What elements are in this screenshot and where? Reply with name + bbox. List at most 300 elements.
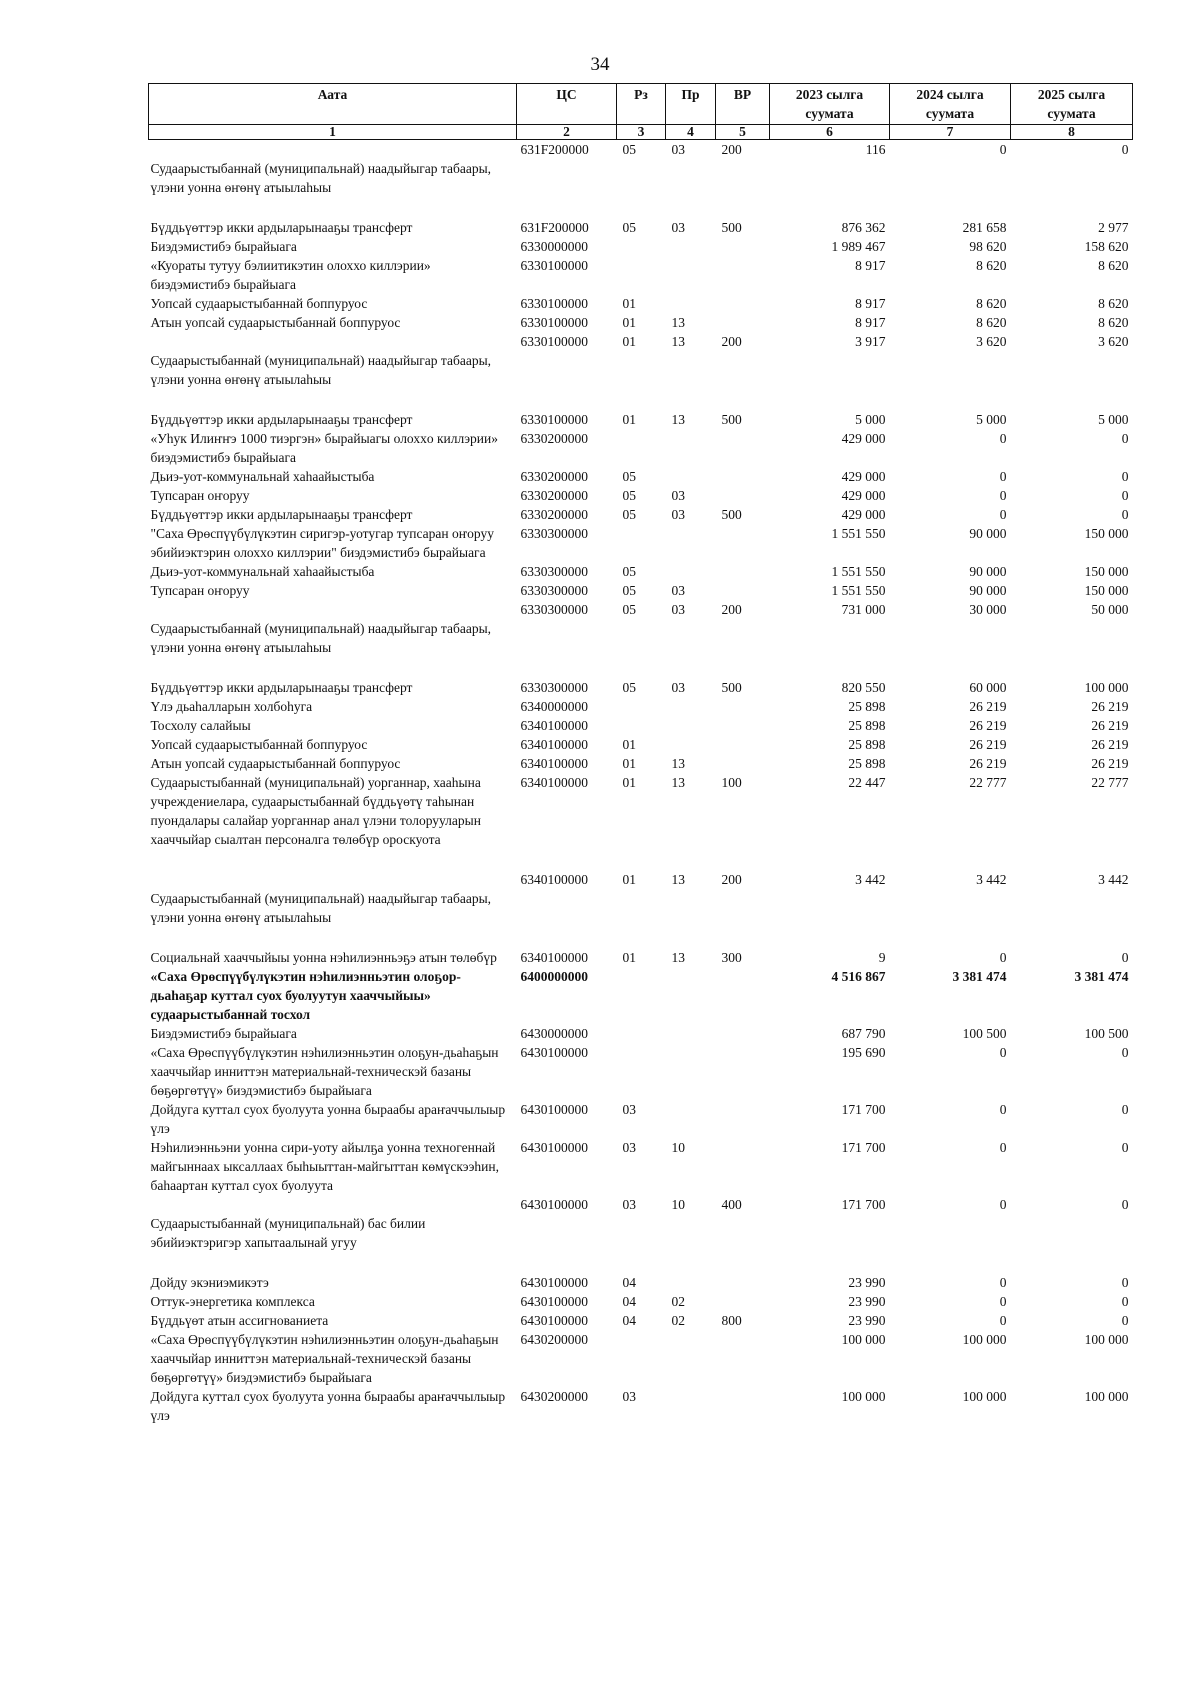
row-pr: 13 (671, 315, 685, 330)
row-value-2024: 90 000 (969, 583, 1007, 598)
table-row (149, 735, 1133, 754)
row-vr (716, 237, 770, 256)
row-name: Дойдуга куттал суох буолуута уонна быраабы араҥаччылыыр үлэ (150, 1102, 506, 1136)
row-value-2025: 100 000 (1084, 1332, 1129, 1347)
row-cs-code: 6330300000 (520, 583, 588, 598)
row-value-2024: 26 219 (969, 756, 1007, 771)
row-cs-code: 6400000000 (520, 969, 588, 984)
col-header-vr: ВР (716, 84, 770, 125)
row-pr: 10 (671, 1197, 685, 1212)
row-value-2024: 0 (999, 1294, 1007, 1309)
row-value-2025: 22 777 (1091, 775, 1129, 790)
row-name: Бүддьүөттэр икки ардыларынааҕы трансферт (150, 507, 413, 522)
row-value-2024: 0 (999, 1140, 1007, 1155)
row-vr: 300 (721, 950, 742, 965)
row-pr: 03 (671, 680, 685, 695)
row-pr: 03 (671, 220, 685, 235)
row-name: Дьиэ-уот-коммунальнай хаhаайыстыба (150, 469, 375, 484)
row-cs-code: 6430100000 (520, 1102, 588, 1117)
row-name: «Куораты тутуу бэлиитикэтин олоххо киллэрии» биэдэмистибэ бырайыага (150, 258, 431, 292)
row-rz: 01 (622, 334, 636, 349)
row-name: Үлэ дьаhалларын холбоhуга (150, 699, 313, 714)
table-row (149, 486, 1133, 505)
row-cs-code: 6330300000 (520, 526, 588, 541)
row-pr (666, 429, 716, 467)
row-rz: 01 (622, 756, 636, 771)
table-row (149, 1024, 1133, 1043)
col-number-4: 4 (666, 125, 716, 140)
row-value-2025: 158 620 (1084, 239, 1129, 254)
row-name: Оттук-энергетика комплекса (150, 1294, 315, 1309)
row-value-2023: 23 990 (848, 1275, 886, 1290)
table-row (149, 467, 1133, 486)
row-value-2023: 4 516 867 (831, 969, 886, 984)
row-rz: 05 (622, 602, 636, 617)
row-cs-code: 6430100000 (520, 1275, 588, 1290)
table-row (149, 1311, 1133, 1330)
row-cs-code: 6430200000 (520, 1389, 588, 1404)
row-value-2024: 100 000 (962, 1389, 1007, 1404)
row-name: Атын уопсай судаарыстыбаннай боппуруос (150, 756, 401, 771)
row-value-2023: 8 917 (855, 315, 886, 330)
row-value-2023: 429 000 (841, 488, 886, 503)
row-vr: 500 (721, 507, 742, 522)
row-value-2025: 0 (1121, 1275, 1129, 1290)
col-number-8: 8 (1011, 125, 1133, 140)
table-row (149, 256, 1133, 294)
row-vr (716, 1100, 770, 1138)
col-header-rz: Рз (617, 84, 666, 125)
row-vr: 200 (721, 872, 742, 887)
row-rz (617, 697, 666, 716)
row-pr: 13 (671, 775, 685, 790)
row-vr: 100 (721, 775, 742, 790)
row-pr (666, 256, 716, 294)
row-rz (617, 1024, 666, 1043)
row-rz (617, 429, 666, 467)
row-pr: 13 (671, 756, 685, 771)
row-cs-code: 6340100000 (520, 950, 588, 965)
row-pr (666, 562, 716, 581)
row-value-2024: 281 658 (962, 220, 1007, 235)
row-cs-code: 6330000000 (520, 239, 588, 254)
row-value-2024: 22 777 (969, 775, 1007, 790)
row-vr (716, 1292, 770, 1311)
row-rz: 05 (622, 564, 636, 579)
row-rz (617, 524, 666, 562)
row-value-2025: 0 (1121, 431, 1129, 446)
row-vr: 200 (721, 334, 742, 349)
row-vr: 200 (721, 602, 742, 617)
table-row (149, 967, 1133, 1024)
row-rz (617, 1330, 666, 1387)
row-pr: 13 (671, 872, 685, 887)
row-vr (716, 524, 770, 562)
page-number: 34 (590, 54, 610, 75)
col-header-2023: 2023 сылга суумата (770, 84, 890, 125)
row-vr (716, 697, 770, 716)
row-value-2024: 5 000 (976, 412, 1007, 427)
table-row (149, 773, 1133, 870)
row-name: Уопсай судаарыстыбаннай боппуруос (150, 737, 368, 752)
row-value-2024: 0 (999, 1102, 1007, 1117)
row-name: Уопсай судаарыстыбаннай боппуруос (150, 296, 368, 311)
row-pr (666, 697, 716, 716)
row-value-2025: 0 (1121, 142, 1129, 157)
table-row (149, 313, 1133, 332)
row-value-2024: 0 (999, 950, 1007, 965)
row-value-2024: 98 620 (969, 239, 1007, 254)
row-value-2025: 3 442 (1098, 872, 1129, 887)
table-row (149, 1387, 1133, 1425)
row-pr: 10 (671, 1140, 685, 1155)
row-name: Судаарыстыбаннай (муниципальнай) уорганнар, хааhына учреждениелара, судаарыстыбаннай бүддьүөтү таhынан пуондалары салайар уорганнар анал үлэни толорууларын хааччыйар сыалтан персоналга төлөбүр ороскуота (150, 775, 481, 847)
row-pr: 03 (671, 142, 685, 157)
row-cs-code: 6330100000 (520, 334, 588, 349)
row-value-2024: 26 219 (969, 699, 1007, 714)
row-value-2024: 0 (999, 469, 1007, 484)
row-name: Судаарыстыбаннай (муниципальнай) наадыйыгар табаары, үлэни уонна өҥөнү атыылаhыы (150, 353, 492, 387)
row-value-2024: 26 219 (969, 737, 1007, 752)
row-value-2023: 195 690 (841, 1045, 886, 1060)
row-vr (716, 581, 770, 600)
row-value-2024: 0 (999, 507, 1007, 522)
row-vr (716, 716, 770, 735)
row-value-2025: 0 (1121, 1045, 1129, 1060)
row-name: «Саха Өрөспүүбүлүкэтин нэhилиэнньэтин олоҕун-дьаhаҕын хааччыйар инниттэн материальнай-техническэй базаны бөҕөргөтүү» биэдэмистибэ бырайыага (150, 1045, 499, 1098)
row-vr (716, 1273, 770, 1292)
row-vr (716, 256, 770, 294)
row-pr: 03 (671, 602, 685, 617)
row-value-2025: 0 (1121, 1313, 1129, 1328)
row-name: Судаарыстыбаннай (муниципальнай) наадыйыгар табаары, үлэни уонна өҥөнү атыылаhыы (150, 621, 492, 655)
row-value-2025: 3 381 474 (1074, 969, 1129, 984)
row-rz: 03 (622, 1140, 636, 1155)
row-name: Судаарыстыбаннай (муниципальнай) наадыйыгар табаары, үлэни уонна өҥөнү атыылаhыы (150, 161, 492, 195)
col-number-7: 7 (890, 125, 1011, 140)
row-value-2023: 1 551 550 (831, 526, 886, 541)
row-value-2025: 0 (1121, 950, 1129, 965)
row-pr: 13 (671, 412, 685, 427)
row-rz (617, 237, 666, 256)
table-row (149, 332, 1133, 410)
table-row (149, 218, 1133, 237)
row-value-2023: 1 989 467 (831, 239, 886, 254)
row-rz: 05 (622, 220, 636, 235)
row-vr (716, 967, 770, 1024)
row-value-2024: 0 (999, 1313, 1007, 1328)
row-pr (666, 1024, 716, 1043)
row-vr (716, 467, 770, 486)
row-rz: 05 (622, 488, 636, 503)
table-row (149, 294, 1133, 313)
row-pr (666, 524, 716, 562)
row-cs-code: 6330300000 (520, 680, 588, 695)
row-value-2024: 100 500 (962, 1026, 1007, 1041)
row-value-2023: 171 700 (841, 1140, 886, 1155)
row-value-2025: 0 (1121, 1294, 1129, 1309)
row-cs-code: 6330200000 (520, 507, 588, 522)
row-rz: 03 (622, 1102, 636, 1117)
table-row (149, 1138, 1133, 1195)
row-value-2025: 150 000 (1084, 526, 1129, 541)
col-header-2024: 2024 сылга суумата (890, 84, 1011, 125)
row-value-2025: 0 (1121, 1140, 1129, 1155)
row-value-2023: 820 550 (841, 680, 886, 695)
col-header-cs: ЦС (517, 84, 617, 125)
table-row (149, 754, 1133, 773)
row-value-2025: 26 219 (1091, 699, 1129, 714)
row-name: Тосхолу салайыы (150, 718, 251, 733)
row-pr (666, 1387, 716, 1425)
row-cs-code: 6430000000 (520, 1026, 588, 1041)
table-row (149, 581, 1133, 600)
row-name: Тупсаран оҥоруу (150, 583, 250, 598)
row-vr (716, 429, 770, 467)
row-cs-code: 6330300000 (520, 564, 588, 579)
table-row (149, 716, 1133, 735)
row-value-2023: 429 000 (841, 469, 886, 484)
row-value-2024: 90 000 (969, 526, 1007, 541)
row-vr (716, 1330, 770, 1387)
row-value-2025: 26 219 (1091, 756, 1129, 771)
row-value-2024: 0 (999, 488, 1007, 503)
row-rz: 04 (622, 1313, 636, 1328)
row-rz: 04 (622, 1275, 636, 1290)
row-name: «Саха Өрөспүүбүлүкэтин нэhилиэнньэтин олоҕун-дьаhаҕын хааччыйар инниттэн материальнай-техническэй базаны бөҕөргөтүү» биэдэмистибэ бырайыага (150, 1332, 499, 1385)
table-row (149, 410, 1133, 429)
row-value-2025: 2 977 (1098, 220, 1129, 235)
table-row (149, 237, 1133, 256)
row-name: «Уhук Илиҥҥэ 1000 тиэргэн» бырайыагы олохxo киллэрии» биэдэмистибэ бырайыага (150, 431, 498, 465)
table-row (149, 505, 1133, 524)
row-value-2024: 26 219 (969, 718, 1007, 733)
row-cs-code: 6340100000 (520, 737, 588, 752)
row-pr (666, 967, 716, 1024)
row-name: «Саха Өрөспүүбүлүкэтин нэhилиэнньэтин олоҕор-дьаhаҕар куттал суох буолуутун хааччыйыы» судаарыстыбаннай тосхол (150, 969, 461, 1022)
table-row (149, 1273, 1133, 1292)
row-value-2024: 8 620 (976, 315, 1007, 330)
row-name: Судаарыстыбаннай (муниципальнай) наадыйыгар табаары, үлэни уонна өҥөнү атыылаhыы (150, 891, 492, 925)
row-value-2025: 8 620 (1098, 315, 1129, 330)
row-name: Дойдуга куттал суох буолуута уонна быраабы араҥаччылыыр үлэ (150, 1389, 506, 1423)
row-value-2023: 25 898 (848, 718, 886, 733)
row-vr (716, 1024, 770, 1043)
row-rz (617, 967, 666, 1024)
row-value-2023: 23 990 (848, 1313, 886, 1328)
table-row (149, 140, 1133, 219)
table-body (149, 140, 1133, 1426)
table-row (149, 1292, 1133, 1311)
row-cs-code: 6340000000 (520, 699, 588, 714)
row-value-2024: 3 620 (976, 334, 1007, 349)
row-name: Дойду экэниэмикэтэ (150, 1275, 269, 1290)
row-vr (716, 1138, 770, 1195)
row-rz (617, 716, 666, 735)
row-value-2025: 26 219 (1091, 718, 1129, 733)
row-value-2023: 3 442 (855, 872, 886, 887)
row-vr (716, 294, 770, 313)
col-header-2025: 2025 сылга суумата (1011, 84, 1133, 125)
row-value-2024: 8 620 (976, 296, 1007, 311)
col-number-1: 1 (149, 125, 517, 140)
row-rz: 01 (622, 412, 636, 427)
row-cs-code: 6430100000 (520, 1294, 588, 1309)
col-number-5: 5 (716, 125, 770, 140)
row-value-2024: 0 (999, 1045, 1007, 1060)
row-value-2023: 171 700 (841, 1102, 886, 1117)
row-value-2023: 687 790 (841, 1026, 886, 1041)
table-row (149, 870, 1133, 948)
row-name: Бүддьүөттэр икки ардыларынааҕы трансферт (150, 412, 413, 427)
row-rz: 01 (622, 775, 636, 790)
row-value-2023: 9 (878, 950, 886, 965)
row-value-2024: 0 (999, 1197, 1007, 1212)
row-value-2025: 0 (1121, 488, 1129, 503)
row-cs-code: 631F200000 (520, 142, 589, 157)
row-vr: 400 (721, 1197, 742, 1212)
row-value-2024: 100 000 (962, 1332, 1007, 1347)
row-value-2025: 5 000 (1098, 412, 1129, 427)
row-cs-code: 6430100000 (520, 1197, 588, 1212)
table-row (149, 524, 1133, 562)
row-name: Бүддьүөт атын ассигнованиета (150, 1313, 329, 1328)
row-name: Бүддьүөттэр икки ардыларынааҕы трансферт (150, 680, 413, 695)
col-header-pr: Пр (666, 84, 716, 125)
row-cs-code: 6430100000 (520, 1140, 588, 1155)
row-value-2025: 100 000 (1084, 1389, 1129, 1404)
row-cs-code: 6330100000 (520, 258, 588, 273)
row-cs-code: 6340100000 (520, 718, 588, 733)
row-rz: 05 (622, 469, 636, 484)
row-value-2025: 150 000 (1084, 564, 1129, 579)
row-pr: 03 (671, 583, 685, 598)
row-value-2023: 25 898 (848, 699, 886, 714)
row-value-2025: 0 (1121, 507, 1129, 522)
col-header-name: Аата (149, 84, 517, 125)
row-cs-code: 6330100000 (520, 412, 588, 427)
row-rz: 05 (622, 142, 636, 157)
row-value-2023: 3 917 (855, 334, 886, 349)
row-name: Биэдэмистибэ бырайыага (150, 1026, 297, 1041)
row-vr: 200 (721, 142, 742, 157)
table-row (149, 678, 1133, 697)
row-cs-code: 6330200000 (520, 469, 588, 484)
row-pr (666, 1100, 716, 1138)
table-row (149, 1330, 1133, 1387)
row-value-2023: 429 000 (841, 507, 886, 522)
row-cs-code: 6340100000 (520, 756, 588, 771)
table-row (149, 697, 1133, 716)
row-rz (617, 1043, 666, 1100)
row-value-2023: 8 917 (855, 258, 886, 273)
row-value-2023: 1 551 550 (831, 583, 886, 598)
row-value-2025: 0 (1121, 469, 1129, 484)
row-value-2025: 100 500 (1084, 1026, 1129, 1041)
row-vr (716, 1387, 770, 1425)
budget-table (148, 83, 1133, 1425)
row-rz: 03 (622, 1389, 636, 1404)
row-vr (716, 754, 770, 773)
row-name: Нэhилиэнньэни уонна сири-уоту айылҕа уонна техногеннай майгыннаах ыксаллаах быhыыттан-майгыттан көмүскээhин, баhаартан куттал суох буолуута (150, 1140, 499, 1193)
row-pr: 03 (671, 488, 685, 503)
table-row (149, 1195, 1133, 1273)
row-rz: 05 (622, 680, 636, 695)
row-rz: 05 (622, 507, 636, 522)
row-pr (666, 294, 716, 313)
row-value-2023: 116 (865, 142, 886, 157)
row-vr: 500 (721, 412, 742, 427)
row-vr (716, 735, 770, 754)
row-vr (716, 313, 770, 332)
table-row (149, 1100, 1133, 1138)
row-pr (666, 1043, 716, 1100)
row-value-2025: 150 000 (1084, 583, 1129, 598)
row-value-2023: 5 000 (855, 412, 886, 427)
row-pr (666, 716, 716, 735)
row-name: Судаарыстыбаннай (муниципальнай) бас билии эбийиэктэригэр хапытаалынай угуу (150, 1216, 426, 1250)
row-value-2023: 25 898 (848, 756, 886, 771)
row-value-2023: 876 362 (841, 220, 886, 235)
row-name: Бүддьүөттэр икки ардыларынааҕы трансферт (150, 220, 413, 235)
row-name: Социальнай хааччыйыы уонна нэhилиэнньэҕэ атын төлөбүр (150, 950, 497, 965)
row-value-2024: 8 620 (976, 258, 1007, 273)
row-rz: 01 (622, 950, 636, 965)
row-value-2023: 23 990 (848, 1294, 886, 1309)
row-value-2023: 8 917 (855, 296, 886, 311)
row-pr: 13 (671, 334, 685, 349)
row-value-2025: 50 000 (1091, 602, 1129, 617)
row-value-2023: 429 000 (841, 431, 886, 446)
row-cs-code: 6330300000 (520, 602, 588, 617)
row-pr: 03 (671, 507, 685, 522)
row-vr: 500 (721, 220, 742, 235)
row-rz: 05 (622, 583, 636, 598)
row-pr (666, 467, 716, 486)
row-value-2025: 8 620 (1098, 258, 1129, 273)
row-pr (666, 1330, 716, 1387)
row-pr: 13 (671, 950, 685, 965)
row-value-2024: 60 000 (969, 680, 1007, 695)
row-value-2024: 0 (999, 1275, 1007, 1290)
row-vr: 500 (721, 680, 742, 695)
col-number-3: 3 (617, 125, 666, 140)
row-name: Биэдэмистибэ бырайыага (150, 239, 297, 254)
row-vr (716, 486, 770, 505)
row-vr: 800 (721, 1313, 742, 1328)
row-cs-code: 6330200000 (520, 431, 588, 446)
row-vr (716, 1043, 770, 1100)
row-name: Тупсаран оҥоруу (150, 488, 250, 503)
row-value-2025: 0 (1121, 1102, 1129, 1117)
row-value-2023: 22 447 (848, 775, 886, 790)
row-cs-code: 6430100000 (520, 1045, 588, 1060)
row-value-2024: 3 442 (976, 872, 1007, 887)
row-pr (666, 237, 716, 256)
row-rz (617, 256, 666, 294)
row-value-2025: 100 000 (1084, 680, 1129, 695)
row-rz: 01 (622, 872, 636, 887)
col-number-6: 6 (770, 125, 890, 140)
row-value-2023: 25 898 (848, 737, 886, 752)
row-pr (666, 735, 716, 754)
row-value-2024: 0 (999, 431, 1007, 446)
row-value-2023: 100 000 (841, 1332, 886, 1347)
row-pr: 02 (671, 1294, 685, 1309)
row-value-2025: 8 620 (1098, 296, 1129, 311)
row-cs-code: 6330100000 (520, 315, 588, 330)
row-cs-code: 6340100000 (520, 775, 588, 790)
